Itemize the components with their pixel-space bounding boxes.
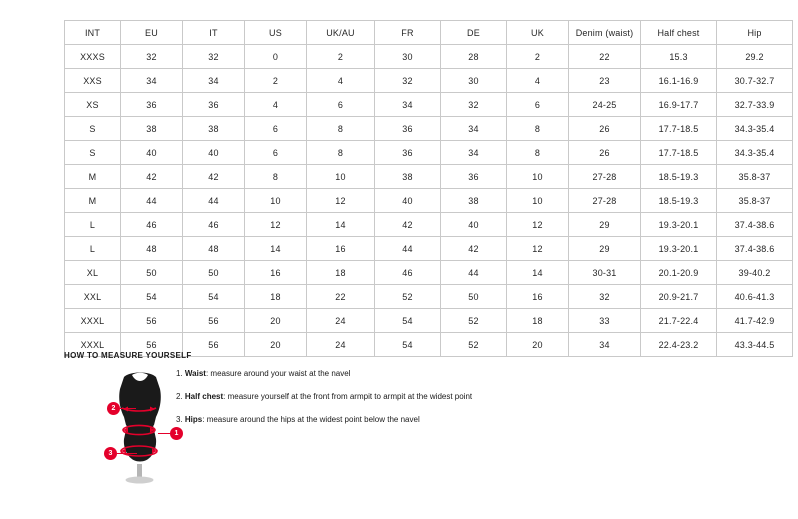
cell-it: 42 — [183, 165, 245, 189]
callout-line-hips — [117, 453, 137, 454]
cell-uk-au: 24 — [307, 333, 375, 357]
callout-line-half-chest — [120, 408, 136, 409]
how-to-measure-heading: HOW TO MEASURE YOURSELF — [64, 351, 192, 360]
cell-uk-au: 6 — [307, 93, 375, 117]
size-chart-container — [64, 20, 775, 357]
cell-fr: 52 — [375, 285, 441, 309]
cell-us: 0 — [245, 45, 307, 69]
cell-int: XXXL — [65, 309, 121, 333]
measure-note-half-chest — [176, 391, 716, 402]
cell-us: 20 — [245, 333, 307, 357]
measure-note-number: 3. — [176, 415, 183, 424]
cell-denim-waist: 24-25 — [569, 93, 641, 117]
table-row — [65, 237, 793, 261]
table-header — [65, 21, 793, 45]
measure-note-number: 1. — [176, 369, 183, 378]
cell-it: 36 — [183, 93, 245, 117]
cell-it: 38 — [183, 117, 245, 141]
cell-denim-waist: 30-31 — [569, 261, 641, 285]
cell-denim-waist: 26 — [569, 117, 641, 141]
table-row — [65, 285, 793, 309]
cell-fr: 44 — [375, 237, 441, 261]
cell-us: 14 — [245, 237, 307, 261]
cell-eu: 46 — [121, 213, 183, 237]
cell-hip: 40.6-41.3 — [717, 285, 793, 309]
cell-us: 12 — [245, 213, 307, 237]
measure-note-term: Half chest — [184, 392, 224, 401]
cell-denim-waist: 23 — [569, 69, 641, 93]
cell-it: 46 — [183, 213, 245, 237]
cell-int: M — [65, 189, 121, 213]
cell-hip: 37.4-38.6 — [717, 237, 793, 261]
cell-denim-waist: 26 — [569, 141, 641, 165]
cell-denim-waist: 33 — [569, 309, 641, 333]
cell-us: 6 — [245, 141, 307, 165]
cell-eu: 48 — [121, 237, 183, 261]
cell-de: 34 — [441, 117, 507, 141]
cell-uk: 18 — [507, 309, 569, 333]
cell-uk-au: 22 — [307, 285, 375, 309]
cell-int: S — [65, 141, 121, 165]
table-header-row — [65, 21, 793, 45]
column-header-int: INT — [65, 21, 121, 45]
cell-eu: 38 — [121, 117, 183, 141]
cell-it: 54 — [183, 285, 245, 309]
cell-eu: 32 — [121, 45, 183, 69]
size-chart-table — [64, 20, 793, 357]
cell-uk: 10 — [507, 189, 569, 213]
cell-int: XL — [65, 261, 121, 285]
cell-de: 36 — [441, 165, 507, 189]
cell-int: XS — [65, 93, 121, 117]
cell-half-chest: 22.4-23.2 — [641, 333, 717, 357]
cell-de: 28 — [441, 45, 507, 69]
cell-us: 4 — [245, 93, 307, 117]
cell-eu: 40 — [121, 141, 183, 165]
marker-3-hips: 3 — [104, 447, 117, 460]
cell-int: XXS — [65, 69, 121, 93]
cell-denim-waist: 32 — [569, 285, 641, 309]
cell-denim-waist: 27-28 — [569, 165, 641, 189]
measure-note-text: : measure around your waist at the navel — [205, 369, 351, 378]
cell-hip: 35.8-37 — [717, 189, 793, 213]
cell-eu: 34 — [121, 69, 183, 93]
table-row — [65, 261, 793, 285]
table-row — [65, 69, 793, 93]
cell-fr: 32 — [375, 69, 441, 93]
column-header-hip: Hip — [717, 21, 793, 45]
cell-uk: 8 — [507, 117, 569, 141]
cell-half-chest: 19.3-20.1 — [641, 237, 717, 261]
cell-uk-au: 16 — [307, 237, 375, 261]
cell-int: S — [65, 117, 121, 141]
cell-fr: 38 — [375, 165, 441, 189]
cell-it: 34 — [183, 69, 245, 93]
cell-us: 20 — [245, 309, 307, 333]
cell-fr: 40 — [375, 189, 441, 213]
cell-de: 52 — [441, 309, 507, 333]
cell-denim-waist: 22 — [569, 45, 641, 69]
cell-half-chest: 20.1-20.9 — [641, 261, 717, 285]
cell-uk-au: 24 — [307, 309, 375, 333]
measure-note-text: : measure around the hips at the widest point below the navel — [202, 415, 420, 424]
table-row — [65, 309, 793, 333]
cell-half-chest: 17.7-18.5 — [641, 117, 717, 141]
measure-note-term: Waist — [184, 369, 206, 378]
table-row — [65, 213, 793, 237]
cell-hip: 37.4-38.6 — [717, 213, 793, 237]
cell-it: 44 — [183, 189, 245, 213]
table-row — [65, 117, 793, 141]
cell-half-chest: 16.1-16.9 — [641, 69, 717, 93]
cell-eu: 50 — [121, 261, 183, 285]
cell-hip: 34.3-35.4 — [717, 141, 793, 165]
cell-uk: 20 — [507, 333, 569, 357]
cell-it: 56 — [183, 333, 245, 357]
cell-half-chest: 20.9-21.7 — [641, 285, 717, 309]
cell-eu: 36 — [121, 93, 183, 117]
cell-half-chest: 15.3 — [641, 45, 717, 69]
table-row — [65, 93, 793, 117]
cell-de: 32 — [441, 93, 507, 117]
cell-fr: 36 — [375, 141, 441, 165]
cell-de: 42 — [441, 237, 507, 261]
cell-int: XXXS — [65, 45, 121, 69]
cell-hip: 30.7-32.7 — [717, 69, 793, 93]
cell-uk-au: 4 — [307, 69, 375, 93]
cell-denim-waist: 34 — [569, 333, 641, 357]
cell-half-chest: 16.9-17.7 — [641, 93, 717, 117]
cell-half-chest: 18.5-19.3 — [641, 165, 717, 189]
cell-hip: 39-40.2 — [717, 261, 793, 285]
measure-note-term: Hips — [184, 415, 203, 424]
cell-uk: 6 — [507, 93, 569, 117]
cell-uk: 16 — [507, 285, 569, 309]
cell-hip: 35.8-37 — [717, 165, 793, 189]
cell-us: 18 — [245, 285, 307, 309]
cell-half-chest: 19.3-20.1 — [641, 213, 717, 237]
cell-uk-au: 8 — [307, 117, 375, 141]
measure-note-text: : measure yourself at the front from armpit to armpit at the widest point — [223, 392, 473, 401]
column-header-fr: FR — [375, 21, 441, 45]
column-header-denim-waist: Denim (waist) — [569, 21, 641, 45]
cell-denim-waist: 29 — [569, 237, 641, 261]
cell-it: 50 — [183, 261, 245, 285]
cell-hip: 29.2 — [717, 45, 793, 69]
cell-uk-au: 10 — [307, 165, 375, 189]
cell-uk: 14 — [507, 261, 569, 285]
cell-hip: 34.3-35.4 — [717, 117, 793, 141]
column-header-half-chest: Half chest — [641, 21, 717, 45]
cell-de: 52 — [441, 333, 507, 357]
cell-uk-au: 12 — [307, 189, 375, 213]
cell-de: 44 — [441, 261, 507, 285]
cell-hip: 43.3-44.5 — [717, 333, 793, 357]
column-header-us: US — [245, 21, 307, 45]
cell-it: 56 — [183, 309, 245, 333]
cell-uk-au: 8 — [307, 141, 375, 165]
cell-half-chest: 18.5-19.3 — [641, 189, 717, 213]
cell-fr: 42 — [375, 213, 441, 237]
cell-de: 34 — [441, 141, 507, 165]
cell-half-chest: 17.7-18.5 — [641, 141, 717, 165]
cell-uk: 2 — [507, 45, 569, 69]
measure-note-number: 2. — [176, 392, 183, 401]
cell-denim-waist: 29 — [569, 213, 641, 237]
cell-half-chest: 21.7-22.4 — [641, 309, 717, 333]
column-header-uk: UK — [507, 21, 569, 45]
cell-fr: 54 — [375, 309, 441, 333]
table-row — [65, 45, 793, 69]
cell-eu: 56 — [121, 309, 183, 333]
table-body — [65, 45, 793, 357]
cell-uk: 4 — [507, 69, 569, 93]
cell-us: 8 — [245, 165, 307, 189]
cell-fr: 36 — [375, 117, 441, 141]
table-row — [65, 141, 793, 165]
cell-int: M — [65, 165, 121, 189]
cell-int: XXXL — [65, 333, 121, 357]
cell-fr: 34 — [375, 93, 441, 117]
cell-uk: 12 — [507, 237, 569, 261]
cell-de: 50 — [441, 285, 507, 309]
cell-fr: 54 — [375, 333, 441, 357]
marker-1-waist: 1 — [170, 427, 183, 440]
marker-2-half-chest: 2 — [107, 402, 120, 415]
cell-hip: 41.7-42.9 — [717, 309, 793, 333]
column-header-it: IT — [183, 21, 245, 45]
cell-uk: 8 — [507, 141, 569, 165]
cell-uk: 10 — [507, 165, 569, 189]
measure-instructions — [176, 368, 716, 437]
cell-uk-au: 14 — [307, 213, 375, 237]
cell-fr: 30 — [375, 45, 441, 69]
cell-denim-waist: 27-28 — [569, 189, 641, 213]
cell-de: 30 — [441, 69, 507, 93]
column-header-eu: EU — [121, 21, 183, 45]
cell-uk-au: 18 — [307, 261, 375, 285]
measure-note-hips — [176, 414, 716, 425]
cell-eu: 42 — [121, 165, 183, 189]
cell-de: 40 — [441, 213, 507, 237]
cell-fr: 46 — [375, 261, 441, 285]
cell-us: 16 — [245, 261, 307, 285]
cell-us: 10 — [245, 189, 307, 213]
table-row — [65, 189, 793, 213]
cell-hip: 32.7-33.9 — [717, 93, 793, 117]
cell-uk: 12 — [507, 213, 569, 237]
cell-eu: 44 — [121, 189, 183, 213]
column-header-de: DE — [441, 21, 507, 45]
measure-note-waist — [176, 368, 716, 379]
cell-us: 2 — [245, 69, 307, 93]
how-to-measure-section — [64, 365, 734, 495]
cell-int: L — [65, 213, 121, 237]
cell-it: 48 — [183, 237, 245, 261]
cell-it: 40 — [183, 141, 245, 165]
cell-eu: 56 — [121, 333, 183, 357]
cell-de: 38 — [441, 189, 507, 213]
cell-int: L — [65, 237, 121, 261]
cell-it: 32 — [183, 45, 245, 69]
cell-uk-au: 2 — [307, 45, 375, 69]
column-header-uk-au: UK/AU — [307, 21, 375, 45]
cell-us: 6 — [245, 117, 307, 141]
table-row — [65, 165, 793, 189]
cell-eu: 54 — [121, 285, 183, 309]
cell-int: XXL — [65, 285, 121, 309]
